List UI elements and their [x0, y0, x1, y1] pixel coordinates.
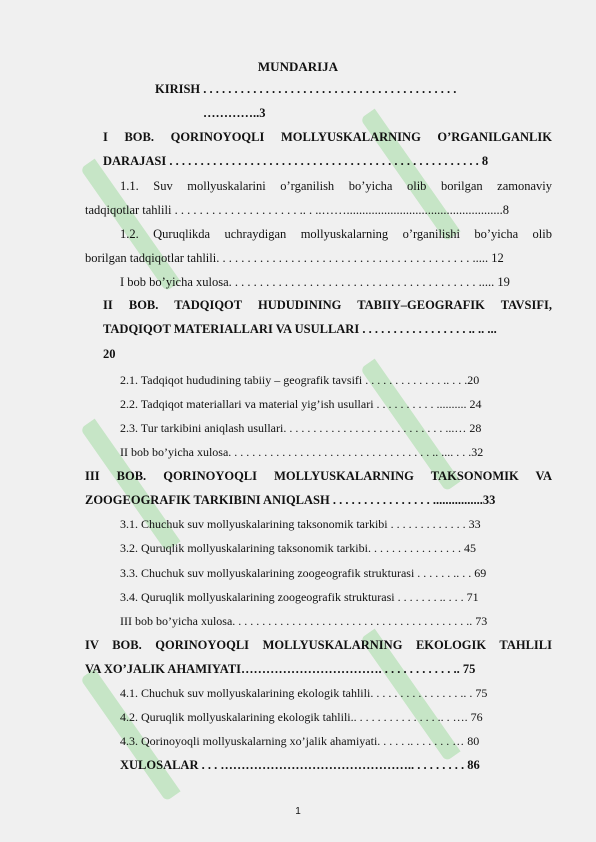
- toc-chapter-4: IV BOB. QORINOYOQLI MOLLYUSKALARNING EKOLOGIK TAHLILI: [85, 638, 552, 652]
- toc-section-4-2: 4.2. Quruqlik mollyuskalarining ekologik tahlili.. . . . . . . . . . . . . . .. . …. 76: [120, 710, 483, 724]
- toc-chapter-2-cont: TADQIQOT MATERIALLARI VA USULLARI . . . . . . . . . . . . . . . . . .. .. ...: [103, 322, 497, 336]
- toc-entry-conclusions: XULOSALAR . . . ……………………………………….. . . . . . . . . 86: [120, 758, 480, 772]
- page-number: 1: [295, 806, 301, 817]
- toc-section-3-3: 3.3. Chuchuk suv mollyuskalarining zoogeografik strukturasi . . . . . . .. . . 69: [120, 566, 487, 580]
- toc-section-2-3: 2.3. Tur tarkibini aniqlash usullari. . . . . . . . . . . . . . . . . . . . . . . . . . . ...… 28: [120, 421, 482, 435]
- toc-section-2-1: 2.1. Tadqiqot hududining tabiiy – geografik tavsifi . . . . . . . . . . . . . .. . . .20: [120, 373, 480, 387]
- toc-chapter-3: III BOB. QORINOYOQLI MOLLYUSKALARNING TAKSONOMIK VA: [85, 469, 552, 483]
- page-title: MUNDARIJA: [257, 59, 339, 74]
- toc-section-3-2: 3.2. Quruqlik mollyuskalarining taksonomik tarkibi. . . . . . . . . . . . . . . . 45: [120, 541, 476, 555]
- toc-section-4-3: 4.3. Qorinoyoqli mollyuskalarning xo’jalik ahamiyati. . . . . .. . . . . . . … 80: [120, 734, 480, 748]
- toc-chapter-2: II BOB. TADQIQOT HUDUDINING TABIIY–GEOGRAFIK TAVSIFI,: [103, 298, 552, 312]
- toc-chapter-4-cont: VA XO’JALIK AHAMIYATI……………………………. . . . . . . . . . . . .. 75: [85, 662, 476, 676]
- toc-chapter-1-cont: DARAJASI . . . . . . . . . . . . . . . . . . . . . . . . . . . . . . . . . . . . . . . . . . . . . . . . . . 8: [103, 154, 489, 168]
- toc-section-1-1: 1.1. Suv mollyuskalarini o’rganilish bo’yicha olib borilgan zamonaviy: [120, 179, 552, 193]
- toc-summary-2: II bob bo’yicha xulosa. . . . . . . . . . . . . . . . . . . . . . . . . . . . . . . . . . .. .... . . .32: [120, 445, 484, 459]
- toc-entry-kirish-page: …………..3: [203, 106, 266, 120]
- toc-summary-3: III bob bo’yicha xulosa. . . . . . . . . . . . . . . . . . . . . . . . . . . . . . . . . . . . . . . .. 73: [120, 614, 488, 628]
- toc-section-1-2-cont: borilgan tadqiqotlar tahlili. . . . . . . . . . . . . . . . . . . . . . . . . . . . . . . . . . . . . . . . . ..... 12: [85, 251, 504, 265]
- toc-chapter-2-page: 20: [103, 347, 116, 361]
- toc-summary-1: I bob bo’yicha xulosa. . . . . . . . . . . . . . . . . . . . . . . . . . . . . . . . . . . . . . . . ..... 19: [120, 275, 510, 289]
- toc-entry-kirish: KIRISH . . . . . . . . . . . . . . . . . . . . . . . . . . . . . . . . . . . . . . . . .: [155, 82, 457, 96]
- toc-section-2-2: 2.2. Tadqiqot materiallari va material yig’ish usullari . . . . . . . . . . .......... 24: [120, 397, 482, 411]
- toc-section-4-1: 4.1. Chuchuk suv mollyuskalarining ekologik tahlili. . . . . . . . . . . . . . . .. . 75: [120, 686, 488, 700]
- toc-section-3-4: 3.4. Quruqlik mollyuskalarining zoogeografik strukturasi . . . . . . . .. . . . 71: [120, 590, 479, 604]
- toc-chapter-3-cont: ZOOGEOGRAFIK TARKIBINI ANIQLASH . . . . . . . . . . . . . . . . ................33: [85, 493, 496, 507]
- toc-section-1-1-cont: tadqiqotlar tahlili . . . . . . . . . . . . . . . . . . . . .. . ..……..................................................8: [85, 203, 509, 217]
- toc-section-3-1: 3.1. Chuchuk suv mollyuskalarining taksonomik tarkibi . . . . . . . . . . . . . 33: [120, 517, 481, 531]
- toc-chapter-1: I BOB. QORINOYOQLI MOLLYUSKALARNING O’RGANILGANLIK: [103, 130, 552, 144]
- toc-section-1-2: 1.2. Quruqlikda uchraydigan mollyuskalarning o’rganilishi bo’yicha olib: [120, 227, 552, 241]
